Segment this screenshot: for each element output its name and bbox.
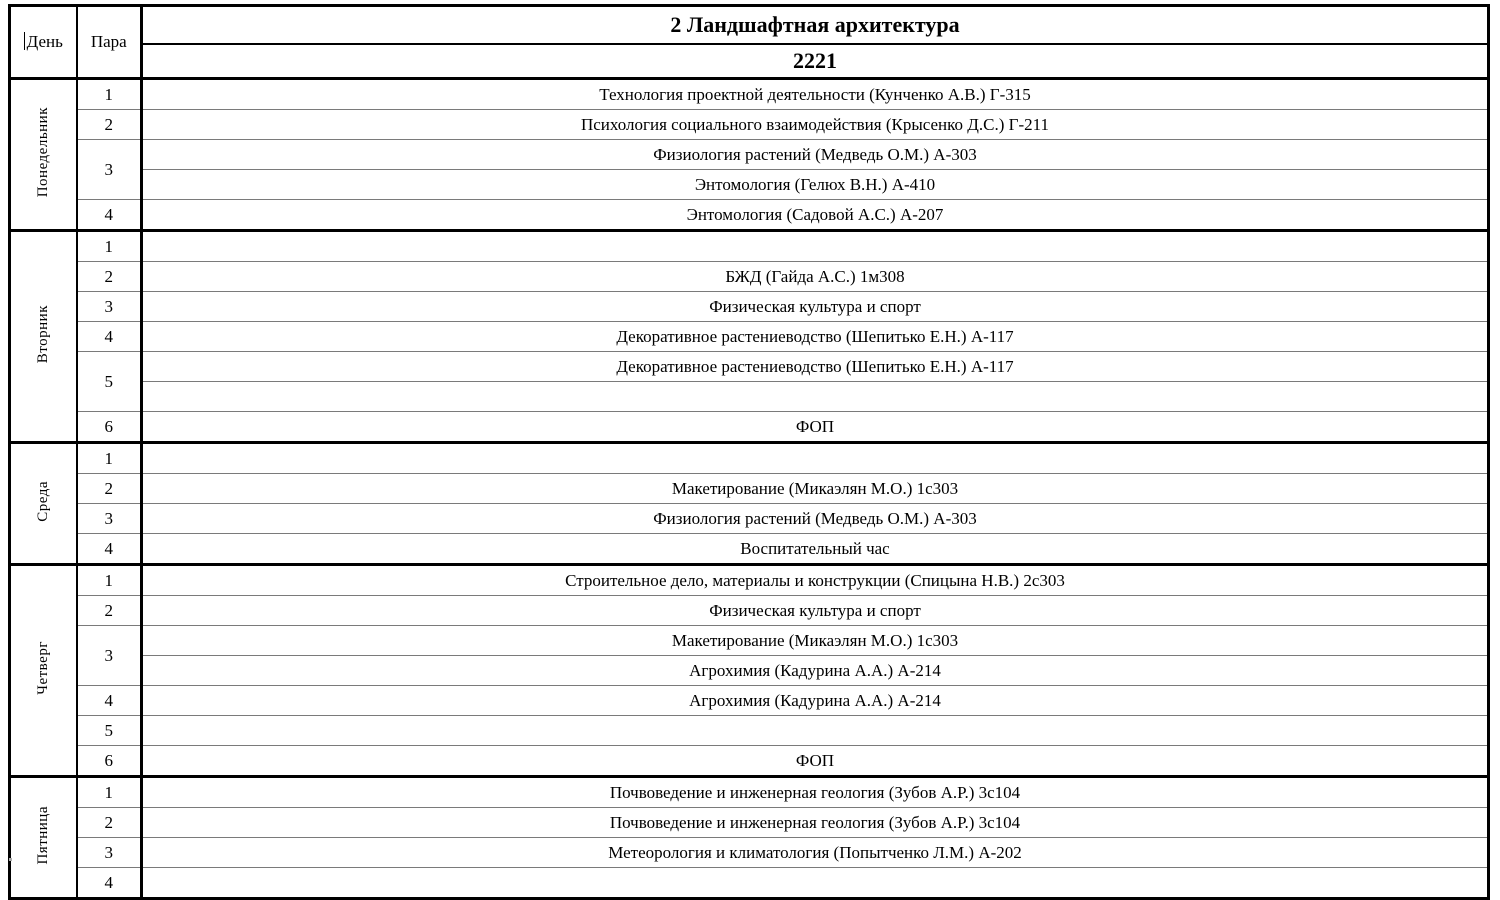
lesson-cell[interactable]: Строительное дело, материалы и конструкции (Спицына Н.В.) 2с303	[142, 565, 1489, 596]
table-row	[10, 656, 1489, 686]
lesson-cell[interactable]: Физическая культура и спорт	[142, 596, 1489, 626]
group-number: 2221	[793, 48, 837, 74]
table-row	[10, 565, 1489, 596]
table-row	[10, 868, 1489, 899]
period-cell: 1	[77, 231, 142, 262]
lesson-cell[interactable]: ФОП	[142, 412, 1489, 443]
period-cell: 4	[77, 200, 142, 231]
table-row	[10, 382, 1489, 412]
period-cell: 1	[77, 565, 142, 596]
lesson-cell[interactable]: Почвоведение и инженерная геология (Зубов А.Р.) 3с104	[142, 777, 1489, 808]
table-row	[10, 44, 1489, 79]
table-row	[10, 6, 1489, 45]
lesson-cell[interactable]: Макетирование (Микаэлян М.О.) 1с303	[142, 474, 1489, 504]
day-column-header[interactable]	[10, 6, 77, 79]
timetable	[8, 4, 1490, 900]
lesson-cell[interactable]: Агрохимия (Кадурина А.А.) А-214	[142, 656, 1489, 686]
lesson-cell[interactable]: ФОП	[142, 746, 1489, 777]
day-cell	[10, 443, 77, 565]
day-label: Четверг	[34, 641, 51, 696]
table-row	[10, 746, 1489, 777]
day-label: Вторник	[34, 305, 51, 364]
table-row	[10, 200, 1489, 231]
table-row	[10, 79, 1489, 110]
period-cell: 4	[77, 534, 142, 565]
period-cell: 3	[77, 626, 142, 686]
table-row	[10, 474, 1489, 504]
lesson-cell[interactable]	[142, 443, 1489, 474]
table-row	[10, 170, 1489, 200]
lesson-cell[interactable]: БЖД (Гайда А.С.) 1м308	[142, 262, 1489, 292]
period-cell: 1	[77, 79, 142, 110]
day-label: Среда	[34, 480, 51, 522]
day-column-label: День	[26, 32, 63, 52]
table-row	[10, 322, 1489, 352]
lesson-cell[interactable]: Энтомология (Садовой А.С.) А-207	[142, 200, 1489, 231]
table-row	[10, 262, 1489, 292]
table-row	[10, 292, 1489, 322]
table-row	[10, 596, 1489, 626]
day-label: Пятница	[34, 805, 51, 865]
table-row	[10, 110, 1489, 140]
table-row	[10, 716, 1489, 746]
period-cell: 2	[77, 596, 142, 626]
table-row	[10, 838, 1489, 868]
period-cell: 2	[77, 808, 142, 838]
table-row	[10, 412, 1489, 443]
period-cell: 3	[77, 140, 142, 200]
lesson-cell[interactable]: Макетирование (Микаэлян М.О.) 1с303	[142, 626, 1489, 656]
text-cursor	[24, 32, 25, 50]
table-row	[10, 686, 1489, 716]
lesson-cell[interactable]	[142, 231, 1489, 262]
period-cell: 1	[77, 777, 142, 808]
lesson-cell[interactable]	[142, 868, 1489, 899]
lesson-cell[interactable]	[142, 716, 1489, 746]
lesson-cell[interactable]: Воспитательный час	[142, 534, 1489, 565]
table-row	[10, 626, 1489, 656]
day-cell	[10, 565, 77, 777]
period-column-header: Пара	[77, 6, 142, 79]
period-cell: 6	[77, 746, 142, 777]
period-cell: 2	[77, 110, 142, 140]
table-row	[10, 231, 1489, 262]
lesson-cell[interactable]: Декоративное растениеводство (Шепитько Е.Н.) А-117	[142, 352, 1489, 382]
table-row	[10, 504, 1489, 534]
day-cell	[10, 777, 77, 899]
period-cell: 4	[77, 686, 142, 716]
period-cell: 5	[77, 352, 142, 412]
lesson-cell[interactable]: Физиология растений (Медведь О.М.) А-303	[142, 504, 1489, 534]
day-cell	[10, 79, 77, 231]
lesson-cell[interactable]: Декоративное растениеводство (Шепитько Е.Н.) А-117	[142, 322, 1489, 352]
table-row	[10, 777, 1489, 808]
table-row	[10, 443, 1489, 474]
lesson-cell[interactable]: Почвоведение и инженерная геология (Зубов А.Р.) 3с104	[142, 808, 1489, 838]
day-cell	[10, 231, 77, 443]
table-row	[10, 534, 1489, 565]
day-label: Понедельник	[34, 107, 51, 198]
lesson-cell[interactable]: Психология социального взаимодействия (Крысенко Д.С.) Г-211	[142, 110, 1489, 140]
group-title: 2 Ландшафтная архитектура	[142, 6, 1489, 45]
period-cell: 4	[77, 322, 142, 352]
lesson-cell[interactable]: Агрохимия (Кадурина А.А.) А-214	[142, 686, 1489, 716]
lesson-cell[interactable]: Метеорология и климатология (Попытченко Л.М.) А-202	[142, 838, 1489, 868]
period-cell: 1	[77, 443, 142, 474]
table-row	[10, 140, 1489, 170]
page-artifact-speck	[9, 858, 12, 861]
period-cell: 6	[77, 412, 142, 443]
period-cell: 2	[77, 262, 142, 292]
lesson-cell[interactable]: Физическая культура и спорт	[142, 292, 1489, 322]
period-cell: 3	[77, 292, 142, 322]
lesson-cell[interactable]: Технология проектной деятельности (Кунченко А.В.) Г-315	[142, 79, 1489, 110]
period-cell: 5	[77, 716, 142, 746]
period-cell: 3	[77, 504, 142, 534]
period-cell: 2	[77, 474, 142, 504]
lesson-cell[interactable]: Физиология растений (Медведь О.М.) А-303	[142, 140, 1489, 170]
table-row	[10, 808, 1489, 838]
table-row	[10, 352, 1489, 382]
period-cell: 3	[77, 838, 142, 868]
lesson-cell[interactable]: Энтомология (Гелюх В.Н.) А-410	[142, 170, 1489, 200]
lesson-cell[interactable]	[142, 382, 1489, 412]
period-cell: 4	[77, 868, 142, 899]
